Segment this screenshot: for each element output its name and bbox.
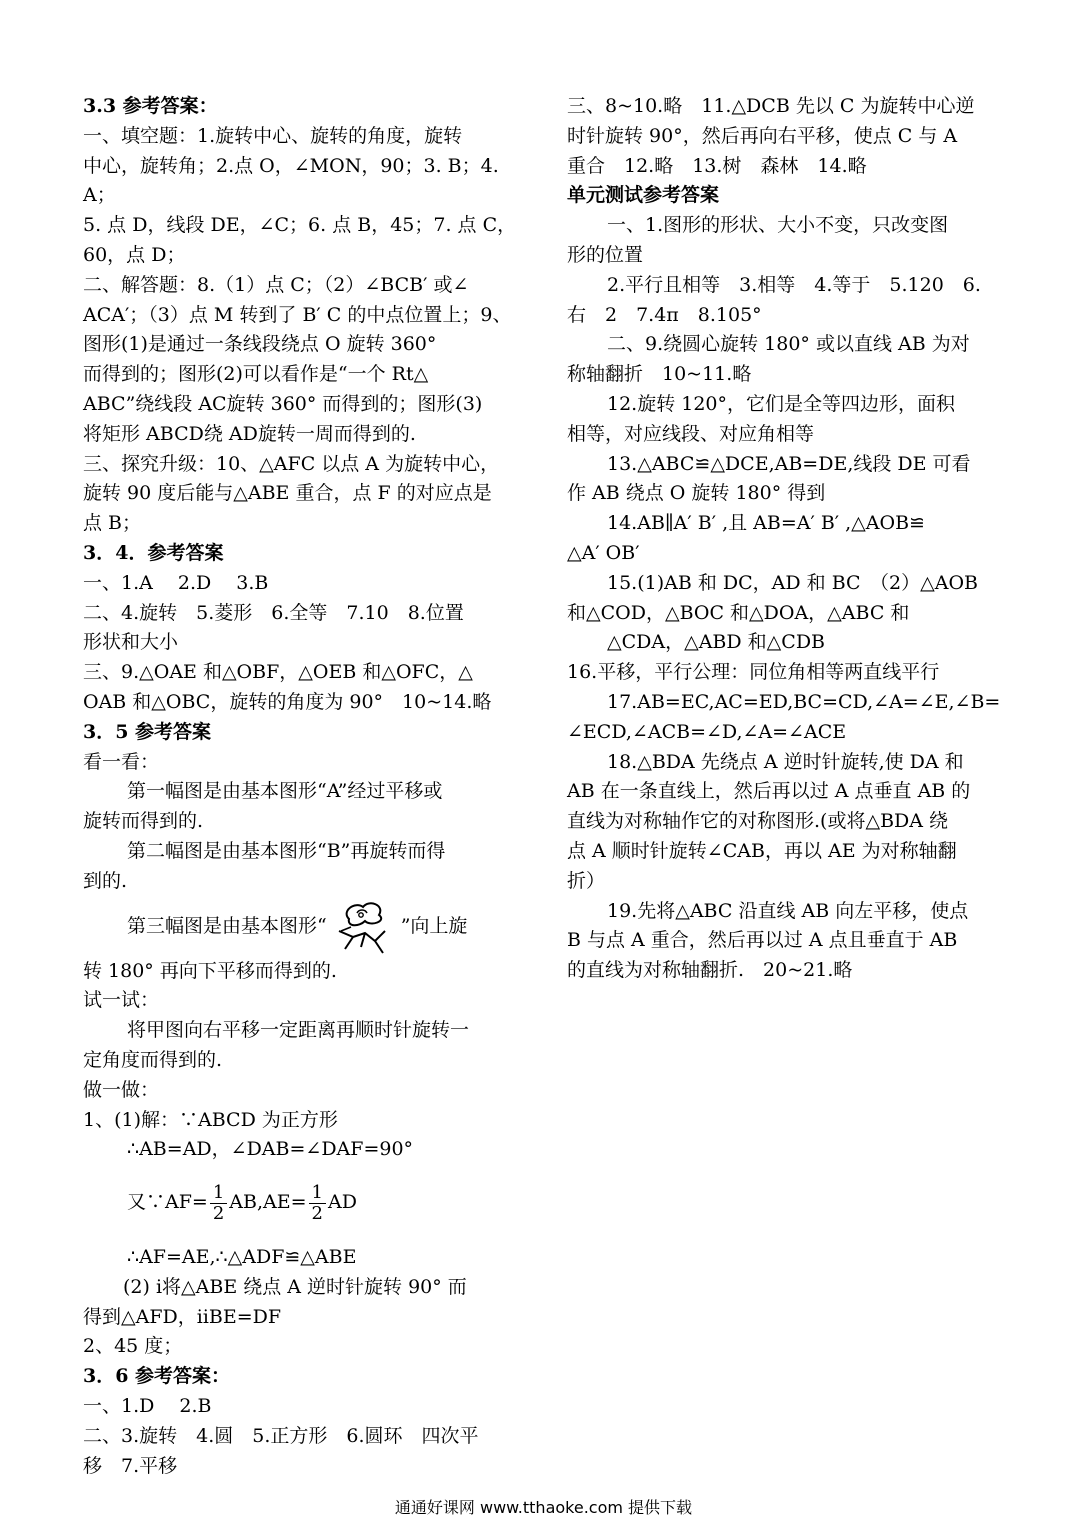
answer-line: 折） [567,869,606,892]
answer-line: 二、解答题：8.（1）点 C；（2）∠BCB′ 或∠ [83,273,469,296]
answer-line: 旋转 90 度后能与△ABE 重合，点 F 的对应点是 [83,482,492,505]
answer-line: 1、(1)解：∵ABCD 为正方形 [83,1108,338,1131]
answer-line: 直线为对称轴作它的对称图形.(或将△BDA 绕 [567,810,949,833]
fraction-denominator: 2 [311,1202,323,1224]
answer-line: 的直线为对称轴翻折. 20~21.略 [567,959,853,982]
answer-line: 三、探究升级：10、△AFC 以点 A 为旋转中心， [83,452,500,475]
fraction [210,1183,227,1224]
answer-line: 二、3.旋转 4.圆 5.正方形 6.圆环 四次平 [83,1424,479,1447]
answer-line: 定角度而得到的. [83,1048,223,1071]
right-column [567,92,1009,986]
answer-line: 三、8~10.略 11.△DCB 先以 C 为旋转中心逆 [567,95,975,117]
answer-text: 第三幅图是由基本图形“ [127,914,327,937]
answer-line: 将矩形 ABCD绕 AD旋转一周而得到的. [83,422,416,445]
answer-line: 形状和大小 [83,631,179,654]
answer-line: 移 7.平移 [83,1454,178,1477]
fraction-equation [83,1173,523,1233]
answer-line: 点 B； [83,512,142,535]
answer-text: ”向上旋 [400,914,468,937]
answer-line: 2、45 度； [83,1335,183,1358]
answer-line: 作 AB 绕点 O 旋转 180° 得到 [567,482,826,505]
answer-line: 得到△AFD，ⅱBE=DF [83,1305,282,1328]
answer-line: 称轴翻折 10~11.略 [567,363,752,386]
answer-line: 到的. [83,869,128,892]
answer-line: 15.(1)AB 和 DC，AD 和 BC （2）△AOB [607,571,979,594]
left-column [83,92,523,1481]
answer-line: 中心，旋转角；2.点 O，∠MON，90；3. B；4. A； [83,154,499,207]
answer-line: 一、1.D 2.B [83,1395,212,1418]
section-3-6-title: 3．6 参考答案： [83,1365,231,1388]
do-label: 做一做： [83,1078,160,1101]
answer-line: ACA′；（3）点 M 转到了 B′ C 的中点位置上；9、 [83,303,512,326]
equation-text: 又∵AF= [127,1191,208,1214]
answer-line: 12.旋转 120°，它们是全等四边形，面积 [607,392,956,415]
answer-line: 5. 点 D，线段 DE，∠C；6. 点 B，45；7. 点 C， [83,214,517,237]
answer-line: 而得到的；图形(2)可以看作是“一个 Rt△ [83,363,429,386]
answer-line: B 与点 A 重合，然后再以过 A 点且垂直于 AB [567,929,958,952]
answer-line: 将甲图向右平移一定距离再顺时针旋转一 [127,1019,470,1042]
answer-line: ∴AB=AD，∠DAB=∠DAF=90° [127,1138,414,1161]
answer-line: 13.△ABC≌△DCE,AB=DE,线段 DE 可看 [607,452,971,475]
answer-line: 16.平移，平行公理：同位角相等两直线平行 [567,661,940,684]
fraction-numerator: 1 [210,1183,227,1204]
try-label: 试一试： [83,989,160,1012]
answer-line: (2) ⅰ将△ABE 绕点 A 逆时针旋转 90° 而 [123,1275,467,1298]
answer-line: 第一幅图是由基本图形“A”经过平移或 [127,780,443,803]
section-3-3-title: 3.3 参考答案： [83,95,218,117]
answer-line: 2.平行且相等 3.相等 4.等于 5.120 6. [607,273,981,296]
fraction [309,1183,326,1224]
answer-line: ∴AF=AE,∴△ADF≌△ABE [127,1246,357,1269]
answer-line: 时针旋转 90°，然后再向右平移，使点 C 与 A [567,124,958,147]
answer-line: 二、4.旋转 5.菱形 6.全等 7.10 8.位置 [83,601,464,624]
answer-line: 形的位置 [567,243,644,266]
answer-line: 17.AB=EC,AC=ED,BC=CD,∠A=∠E,∠B= [607,690,1001,713]
equation-text: AD [327,1191,357,1214]
answer-line: △CDA，△ABD 和△CDB [607,631,826,654]
answer-line: 二、9.绕圆心旋转 180° 或以直线 AB 为对 [607,333,970,356]
equation-text: AB,AE= [229,1191,307,1214]
answer-line: 一、1.A 2.D 3.B [83,571,269,594]
answer-line: 重合 12.略 13.树 森林 14.略 [567,154,867,177]
answer-line: AB 在一条直线上，然后再以过 A 点垂直 AB 的 [567,780,971,803]
answer-line: 点 A 顺时针旋转∠CAB，再以 AE 为对称轴翻 [567,839,957,862]
section-3-4-title: 3．4．参考答案 [83,541,224,564]
section-3-5-title: 3．5 参考答案 [83,720,212,743]
answer-line: 三、9.△OAE 和△OBF，△OEB 和△OFC，△ [83,661,473,684]
doodle-line [83,897,523,957]
basic-shape-doodle-icon [331,897,395,957]
answer-line: △A′ OB′ [567,541,640,564]
answer-line: 一、填空题：1.旋转中心、旋转的角度，旋转 [83,124,463,147]
answer-line: 60，点 D； [83,243,186,266]
fraction-denominator: 2 [212,1202,225,1224]
answer-line: 图形(1)是通过一条线段绕点 O 旋转 360° [83,333,437,356]
answer-line: 18.△BDA 先绕点 A 逆时针旋转,使 DA 和 [607,750,964,773]
answer-line: ABC”绕线段 AC旋转 360° 而得到的；图形(3) [83,392,483,415]
fraction-numerator: 1 [309,1183,326,1204]
answer-line: 和△COD，△BOC 和△DOA，△ABC 和 [567,601,910,624]
look-label: 看一看： [83,750,160,773]
unit-test-title: 单元测试参考答案 [567,184,720,207]
page-footer: 通通好课网 www.tthaoke.com 提供下载 [394,1498,693,1517]
answer-line: 转 180° 再向下平移而得到的. [83,959,337,982]
answer-line: 一、1.图形的形状、大小不变，只改变图 [607,214,949,237]
answer-line: 第二幅图是由基本图形“B”再旋转而得 [127,839,446,862]
answer-line: 右 2 7.4π 8.105° [567,303,762,326]
answer-line: 旋转而得到的. [83,810,204,833]
answer-line: ∠ECD,∠ACB=∠D,∠A=∠ACE [567,720,847,743]
answer-line: OAB 和△OBC，旋转的角度为 90° 10~14.略 [83,690,492,713]
answer-line: 19.先将△ABC 沿直线 AB 向左平移，使点 [607,899,969,922]
answer-line: 相等，对应线段、对应角相等 [567,422,815,445]
answer-line: 14.AB∥A′ B′ ,且 AB=A′ B′ ,△AOB≌ [607,512,925,535]
